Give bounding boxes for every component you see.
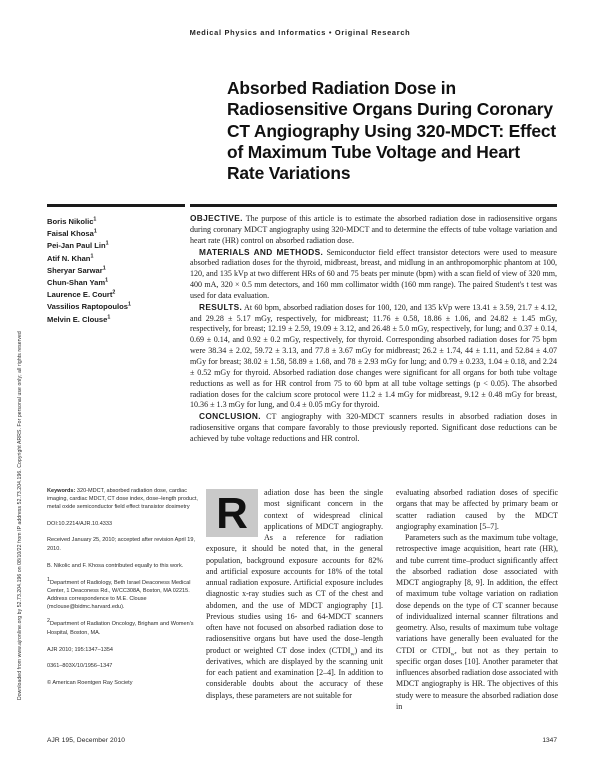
affiliation-2-text: Department of Radiation Oncology, Brigham and Women's Hospital, Boston, MA. — [47, 621, 194, 636]
footer-journal-line: AJR 195, December 2010 — [47, 737, 126, 744]
objective-label: OBJECTIVE. — [190, 213, 243, 223]
author-entry — [47, 240, 187, 252]
author-entry — [47, 301, 187, 313]
author-name: Boris Nikolic — [47, 217, 94, 226]
author-affiliation-marker: 2 — [112, 289, 116, 296]
copyright-strip-text: Downloaded from www.ajronline.org by 52.73.204.196 on 08/10/22 from IP address 52.73.204.196. Copyright ARRS. For personal use only; all rights reserved — [17, 331, 23, 700]
metadata-column — [47, 487, 199, 696]
author-name: Melvin E. Clouse — [47, 314, 108, 324]
copyright-line: © American Roentgen Ray Society — [47, 680, 133, 687]
footer-page-number: 1347 — [542, 737, 557, 744]
conclusion-label: CONCLUSION. — [199, 411, 261, 422]
abstract-conclusion — [190, 411, 557, 445]
author-list — [47, 216, 187, 326]
author-entry — [47, 228, 187, 240]
ctdi-subscript-w: w — [350, 651, 355, 658]
affiliation-2 — [47, 620, 199, 637]
body-paragraph-3-text: Parameters such as the maximum tube voltage, retrospective image acquisition, heart rate (HR), and tube current time–product significantly affect the absorbed radiation dose associated with MDCT angiography [8, 9]. In addition, the effect of maximum tube voltage variation on radiation dose depends on the type of CT scanner because of individualized internal scanner filtrations and geometry. Also, results of maximum tube voltage variations have generally been evaluated for the CTDI or CTDI — [396, 533, 558, 655]
body-paragraph-1-cont: ) and its derivatives, which are displayed by the scanning unit for each patient and examination [2–4]. In addition to considerable doubts about the accuracy of these displays, these parameters are not suitable for — [206, 645, 383, 700]
author-entry — [47, 289, 187, 301]
affiliation-2-marker: 2 — [47, 618, 50, 625]
body-paragraph-1 — [206, 487, 383, 701]
affiliation-1-text: Department of Radiology, Beth Israel Deaconess Medical Center, 1 Deaconess Rd., W/CC308A, Boston, MA 02215. Address correspondence to M.E. Clouse (mclouse@bidmc.harvard.edu). — [47, 579, 191, 611]
author-affiliation-marker: 1 — [93, 228, 97, 235]
author-affiliation-marker: 1 — [105, 277, 109, 284]
author-entry — [47, 277, 187, 289]
conclusion-text: CT angiography with 320-MDCT scanners results in absorbed radiation doses in radiosensitive organs that compare favorably to those previously reported. Significant dose reductions can be achieved by tube voltage reductions and HR control. — [190, 412, 557, 443]
author-entry — [47, 314, 187, 326]
drop-cap: R — [206, 489, 258, 537]
equal-contribution-note: B. Nikolic and F. Khosa contributed equally to this work. — [47, 562, 184, 569]
received-block: Received January 25, 2010; accepted after revision April 19, 2010. — [47, 537, 196, 552]
body-column-right — [396, 487, 558, 712]
author-affiliation-marker: 1 — [93, 216, 97, 223]
materials-label: MATERIALS AND METHODS. — [199, 246, 324, 257]
author-name: Atif N. Khan — [47, 253, 91, 263]
author-affiliation-marker: 1 — [128, 301, 131, 308]
keywords-text: 320-MDCT, absorbed radiation dose, cardiac imaging, cardiac MDCT, CT dose index, dose–length product, metal oxide semiconductor field effect transistor dosimetry — [47, 488, 198, 510]
author-name: Laurence E. Court — [47, 290, 113, 300]
author-name: Pei-Jan Paul Lin — [47, 241, 106, 251]
author-entry — [47, 253, 187, 265]
abstract-block — [190, 213, 557, 445]
results-label: RESULTS. — [199, 301, 243, 312]
results-text: At 60 bpm, absorbed radiation doses for 100, 120, and 135 kVp were 13.41 ± 3.59, 21.7 ± 4.12, and 29.28 ± 5.17 mGy, respectively, for midbreast; 11.76 ± 0.58, 18.86 ± 1.06, and 24.82 ± 1.45 mGy, respectively, for breast; 12.19 ± 2.59, 19.09 ± 3.12, and 26.48 ± 5.0 mGy, respectively, for lung; and 0.37 ± 0.14, 0.69 ± 0.14, and 0.92 ± 0.2 mGy, respectively, for thyroid. Corresponding absorbed radiation doses for 75 bpm were 38.34 ± 2.02, 59.72 ± 3.13, and 77.8 ± 3.67 mGy for midbreast; 26.2 ± 1.74, 44 ± 1.11, and 52.84 ± 4.07 mGy for breast; 38.02 ± 1.58, 58.89 ± 1.68, and 78 ± 2.93 mGy for lung; and 0.79 ± 0.233, 1.04 ± 0.18, and 2.24 ± 0.52 mGy for thyroid. Absorbed radiation dose changes were significant for all organs for both tube voltage reductions as well as for HR control from 75 to 60 bpm at all tube voltage settings (p < 0.05). The absorbed radiation doses for the calcium score protocol were 11.2 ± 1.4 mGy for midbreast, 9.12 ± 0.48 mGy for breast, 10.36 ± 1.3 mGy for lung, and 0.4 ± 0.05 mGy for thyroid. — [190, 302, 557, 410]
materials-text: Semiconductor field effect transistor detectors were used to measure absorbed radiation doses for the thyroid, midbreast, breast, and midlung in an anthropomorphic phantom at 100, 120, and 135 kVp at two different HRs of 60 and 75 beats per minute (bpm) with a scan field of view of 320 mm, 400 mA, 320 × 0.5 mm detectors, and 160 mm collimator width (160 mm range). The paired Student's t test was used for data evaluation. — [190, 247, 557, 300]
abstract-materials — [190, 247, 557, 302]
ctdi-subscript-w-2: w — [450, 651, 455, 658]
abstract-objective — [190, 213, 557, 247]
body-paragraph-3 — [396, 532, 558, 712]
affiliation-1 — [47, 576, 199, 612]
keywords-block — [47, 487, 199, 511]
author-name: Sheryar Sarwar — [47, 265, 103, 275]
objective-text: The purpose of this article is to estimate the absorbed radiation dose in radiosensitive organs during coronary MDCT angiography using 320-MDCT and to determine the effects of tube voltage variation and heart rate (HR) control on absorbed radiation dose. — [190, 214, 557, 245]
author-name: Faisal Khosa — [47, 229, 94, 239]
author-entry — [47, 265, 187, 277]
issn-line: 0361–803X/10/1956–1347 — [47, 663, 113, 670]
author-affiliation-marker: 1 — [90, 253, 94, 260]
author-affiliation-marker: 1 — [105, 240, 109, 247]
running-head: Medical Physics and Informatics • Original Research — [189, 28, 411, 37]
body-paragraph-1-text: adiation dose has been the single most significant concern in the context of widespread clinical applications of MDCT angiography. As a reference for radiation exposure, it should be noted that, in the general population, background exposure accounts for 82% and artificial exposure accounts for 18% of the total annual radiation exposure. Artificial exposure includes diagnostic x-ray studies such as CT of the chest and abdomen, and the use of MDCT angiography [1]. Previous studies using 16- and 64-MDCT scanners often have not focused on absorbed radiation dose to radiosensitive organs but have used the dose–length product or weighted CT dose index (CTDI — [206, 488, 383, 655]
keywords-label: Keywords: — [47, 488, 76, 494]
author-name: Vassilios Raptopoulos — [47, 302, 129, 312]
author-affiliation-marker: 1 — [102, 265, 106, 272]
affiliation-1-marker: 1 — [47, 576, 50, 583]
author-entry — [47, 216, 187, 228]
citation-line: AJR 2010; 195:1347–1354 — [47, 646, 114, 653]
rule-left — [47, 204, 185, 207]
author-affiliation-marker: 1 — [107, 314, 111, 321]
title-block — [227, 78, 557, 184]
doi-block: DOI:10.2214/AJR.10.4333 — [47, 520, 113, 527]
body-paragraph-2: evaluating absorbed radiation doses of specific organs that may be affected by primary beam or scatter radiation caused by the MDCT angiography examination [5–7]. — [396, 488, 558, 531]
rule-right — [190, 204, 557, 207]
copyright-side-strip — [0, 0, 30, 779]
page-title: Absorbed Radiation Dose in Radiosensitive Organs During Coronary CT Angiography Using 320-MDCT: Effect of Maximum Tube Voltage and Heart Rate Variations — [227, 78, 557, 184]
body-paragraph-3-cont: , but not as they pertain to specific organ doses [10]. Another parameter that influences absorbed radiation dose associated with MDCT angiography is HR. The objectives of this study were to measure the absorbed radiation dose in — [396, 645, 558, 711]
author-name: Chun-Shan Yam — [47, 278, 106, 288]
body-column-left — [206, 487, 383, 701]
abstract-results — [190, 302, 557, 411]
